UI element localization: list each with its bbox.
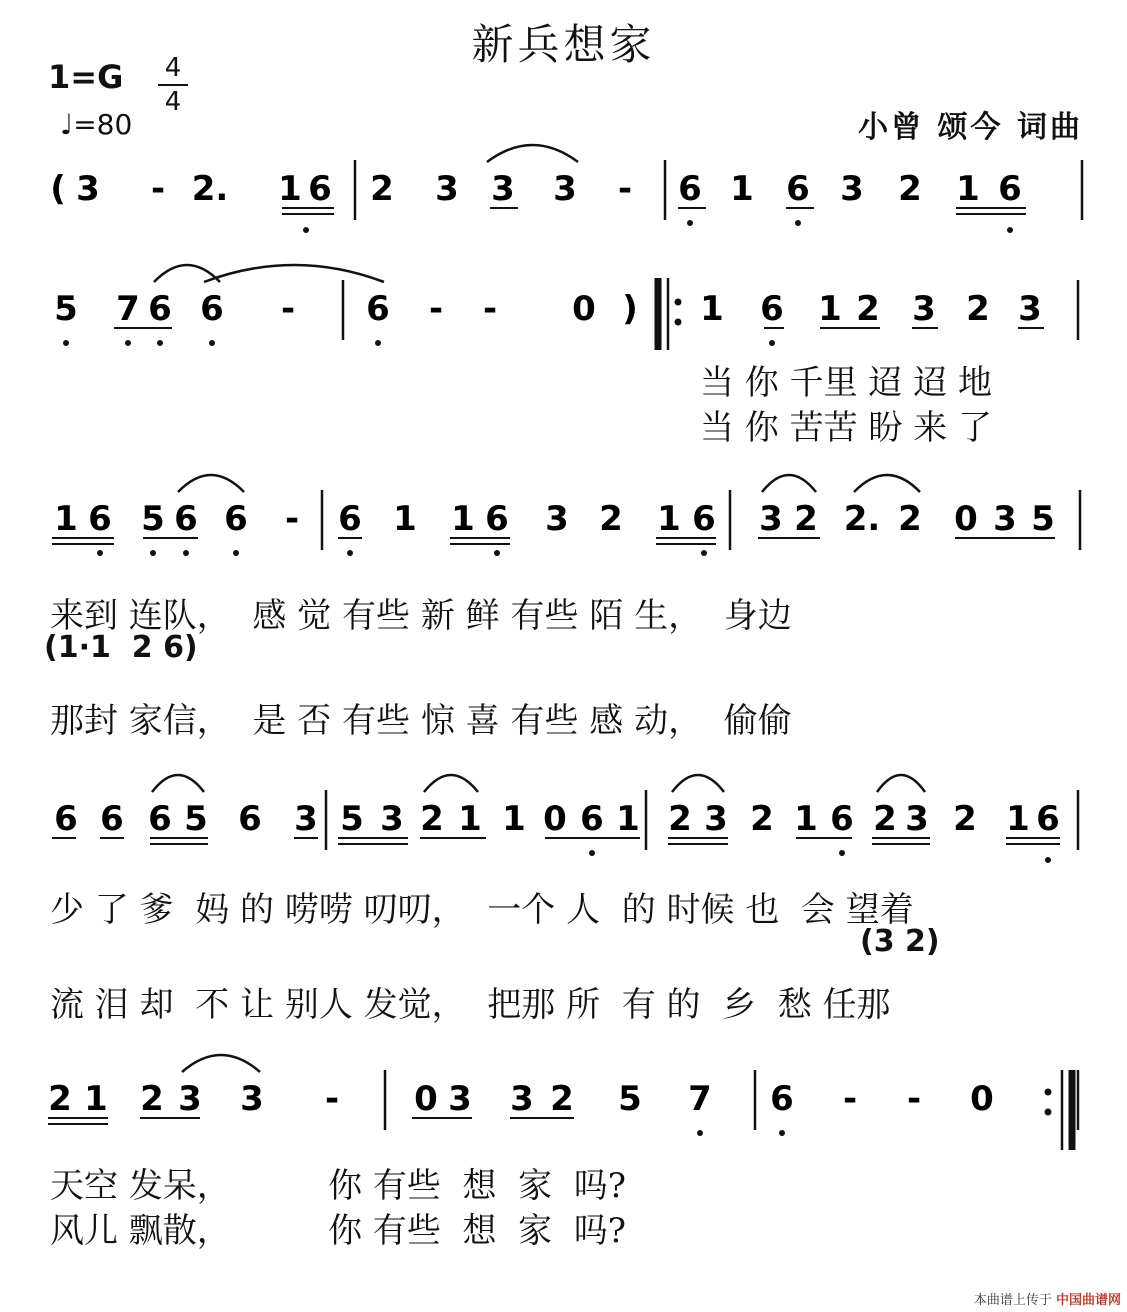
lyric-line-3-verse-1: 来到 连队， 感 觉 有些 新 鲜 有些 陌 生， 身边 <box>50 596 792 636</box>
repeat-dot <box>1045 1109 1052 1116</box>
note: 2 <box>953 799 977 839</box>
slur-arc <box>877 775 925 792</box>
octave-dot-below <box>839 850 845 856</box>
note: - <box>617 169 633 209</box>
note: 1 <box>700 289 724 329</box>
octave-dot-below <box>701 550 707 556</box>
note: 6 <box>678 169 702 209</box>
note: 2 <box>420 799 444 839</box>
site-watermark <box>974 1289 1121 1308</box>
note: 2. <box>843 499 881 539</box>
repeat-dot <box>675 319 682 326</box>
octave-dot-below <box>494 550 500 556</box>
note: 6 <box>366 289 390 329</box>
note: 7 <box>688 1079 712 1119</box>
note: 5 <box>340 799 364 839</box>
time-bottom: 4 <box>164 87 182 117</box>
octave-dot-below <box>779 1130 785 1136</box>
note: 6 <box>54 799 78 839</box>
note: ( <box>50 169 66 209</box>
song-title: 新兵想家 <box>471 20 656 69</box>
alt-notes-line-4: (3 2) <box>860 924 940 959</box>
key-label: 1=G <box>48 58 124 96</box>
note: - <box>842 1079 858 1119</box>
note: 3 <box>1018 289 1042 329</box>
note: 1 <box>458 799 482 839</box>
note: 1 <box>54 499 78 539</box>
slur-arc <box>762 475 816 492</box>
note: 2. <box>191 169 229 209</box>
note: 6 <box>148 289 172 329</box>
note: 3 <box>294 799 318 839</box>
notation-line-1 <box>0 150 1127 280</box>
note: - <box>482 289 498 329</box>
note: 1 <box>278 169 302 209</box>
note: 2 <box>794 499 818 539</box>
note: 2 <box>550 1079 574 1119</box>
octave-dot-below <box>795 220 801 226</box>
note: - <box>906 1079 922 1119</box>
note: 6 <box>174 499 198 539</box>
note: 1 <box>502 799 526 839</box>
octave-dot-below <box>150 550 156 556</box>
octave-dot-below <box>97 550 103 556</box>
note: - <box>280 289 296 329</box>
note: 6 <box>998 169 1022 209</box>
octave-dot-below <box>1007 227 1013 233</box>
slur-arc <box>854 475 920 492</box>
slur-arc <box>487 145 578 162</box>
note: 1 <box>84 1079 108 1119</box>
note: 1 <box>393 499 417 539</box>
note: 2 <box>140 1079 164 1119</box>
note: 6 <box>786 169 810 209</box>
note: - <box>324 1079 340 1119</box>
note: 3 <box>448 1079 472 1119</box>
note: 2 <box>856 289 880 329</box>
note: 6 <box>100 799 124 839</box>
lyric-line-4-verse-2: 流 泪 却 不 让 别人 发觉， 把那 所 有 的 乡 愁 任那 <box>50 985 891 1025</box>
note: 0 <box>414 1079 438 1119</box>
note: 1 <box>730 169 754 209</box>
octave-dot-below <box>697 1130 703 1136</box>
octave-dot-below <box>157 340 163 346</box>
lyric-line-4-verse-1: 少 了 爹 妈 的 唠唠 叨叨， 一个 人 的 时候 也 会 望着 <box>50 890 914 930</box>
note: 3 <box>840 169 864 209</box>
note: 3 <box>435 169 459 209</box>
note: ) <box>622 289 638 329</box>
note: 2 <box>873 799 897 839</box>
note: 3 <box>905 799 929 839</box>
note: 6 <box>238 799 262 839</box>
note: 1 <box>794 799 818 839</box>
octave-dot-below <box>125 340 131 346</box>
note: 7 <box>116 289 140 329</box>
note: 6 <box>1036 799 1060 839</box>
slur-arc <box>152 775 204 792</box>
note: 6 <box>770 1079 794 1119</box>
quarter-note-icon: ♩ <box>60 108 74 141</box>
octave-dot-below <box>347 550 353 556</box>
note: 6 <box>830 799 854 839</box>
watermark-prefix: 本曲谱上传于 <box>973 1293 1052 1308</box>
tempo-value: =80 <box>73 108 133 141</box>
repeat-dot <box>1045 1089 1052 1096</box>
note: 3 <box>553 169 577 209</box>
note: 3 <box>912 289 936 329</box>
composer-credit: 小曾 颂今 词曲 <box>858 110 1083 145</box>
octave-dot-below <box>769 340 775 346</box>
octave-dot-below <box>1045 857 1051 863</box>
note: 0 <box>543 799 567 839</box>
slur-arc <box>672 775 724 792</box>
note: 0 <box>572 289 596 329</box>
lyric-line-2-verse-1: 当 你 千里 迢 迢 地 <box>700 363 993 403</box>
time-signature <box>158 54 188 116</box>
note: 1 <box>451 499 475 539</box>
note: 6 <box>88 499 112 539</box>
tempo-marking <box>60 108 132 141</box>
note: - <box>150 169 166 209</box>
note: 1 <box>818 289 842 329</box>
note: 5 <box>618 1079 642 1119</box>
note: 5 <box>141 499 165 539</box>
lyric-line-5-verse-1: 天空 发呆， 你 有些 想 家 吗? <box>50 1166 626 1206</box>
note: 1 <box>657 499 681 539</box>
note: 6 <box>760 289 784 329</box>
note: 2 <box>750 799 774 839</box>
repeat-dot <box>675 299 682 306</box>
note: 1 <box>956 169 980 209</box>
note: 3 <box>545 499 569 539</box>
note: 3 <box>380 799 404 839</box>
note: 3 <box>993 499 1017 539</box>
octave-dot-below <box>63 340 69 346</box>
note: 6 <box>338 499 362 539</box>
note: 3 <box>704 799 728 839</box>
note: 2 <box>966 289 990 329</box>
note: 6 <box>200 289 224 329</box>
staff-line-1 <box>0 150 1127 280</box>
note: 2 <box>48 1079 72 1119</box>
slur-arc <box>424 775 478 792</box>
note: 3 <box>491 169 515 209</box>
octave-dot-below <box>687 220 693 226</box>
note: 6 <box>692 499 716 539</box>
octave-dot-below <box>303 227 309 233</box>
note: 2 <box>898 169 922 209</box>
slur-arc <box>182 1055 260 1072</box>
note: 5 <box>54 289 78 329</box>
note: 3 <box>240 1079 264 1119</box>
note: 3 <box>178 1079 202 1119</box>
note: 6 <box>148 799 172 839</box>
note: 6 <box>485 499 509 539</box>
note: - <box>428 289 444 329</box>
key-signature <box>48 53 182 117</box>
lyric-line-5-verse-2: 风儿 飘散， 你 有些 想 家 吗? <box>50 1211 626 1251</box>
note: 0 <box>970 1079 994 1119</box>
note: 0 <box>954 499 978 539</box>
note: 2 <box>370 169 394 209</box>
note: - <box>284 499 300 539</box>
note: 2 <box>898 499 922 539</box>
lyric-line-2-verse-2: 当 你 苦苦 盼 来 了 <box>700 408 993 448</box>
note: 3 <box>759 499 783 539</box>
note: 5 <box>1031 499 1055 539</box>
note: 1 <box>1006 799 1030 839</box>
slur-arc <box>178 475 244 492</box>
note: 6 <box>308 169 332 209</box>
note: 1 <box>616 799 640 839</box>
alt-notes-line-3: (1·1 2 6) <box>44 630 198 665</box>
time-top: 4 <box>164 53 182 83</box>
note: 6 <box>580 799 604 839</box>
note: 2 <box>668 799 692 839</box>
note: 2 <box>599 499 623 539</box>
octave-dot-below <box>209 340 215 346</box>
octave-dot-below <box>183 550 189 556</box>
note: 3 <box>76 169 100 209</box>
octave-dot-below <box>233 550 239 556</box>
watermark-brand: 中国曲谱网 <box>1055 1293 1121 1308</box>
lyric-line-3-verse-2: 那封 家信， 是 否 有些 惊 喜 有些 感 动， 偷偷 <box>50 701 792 741</box>
octave-dot-below <box>375 340 381 346</box>
octave-dot-below <box>589 850 595 856</box>
note: 6 <box>224 499 248 539</box>
note: 5 <box>184 799 208 839</box>
note: 3 <box>510 1079 534 1119</box>
